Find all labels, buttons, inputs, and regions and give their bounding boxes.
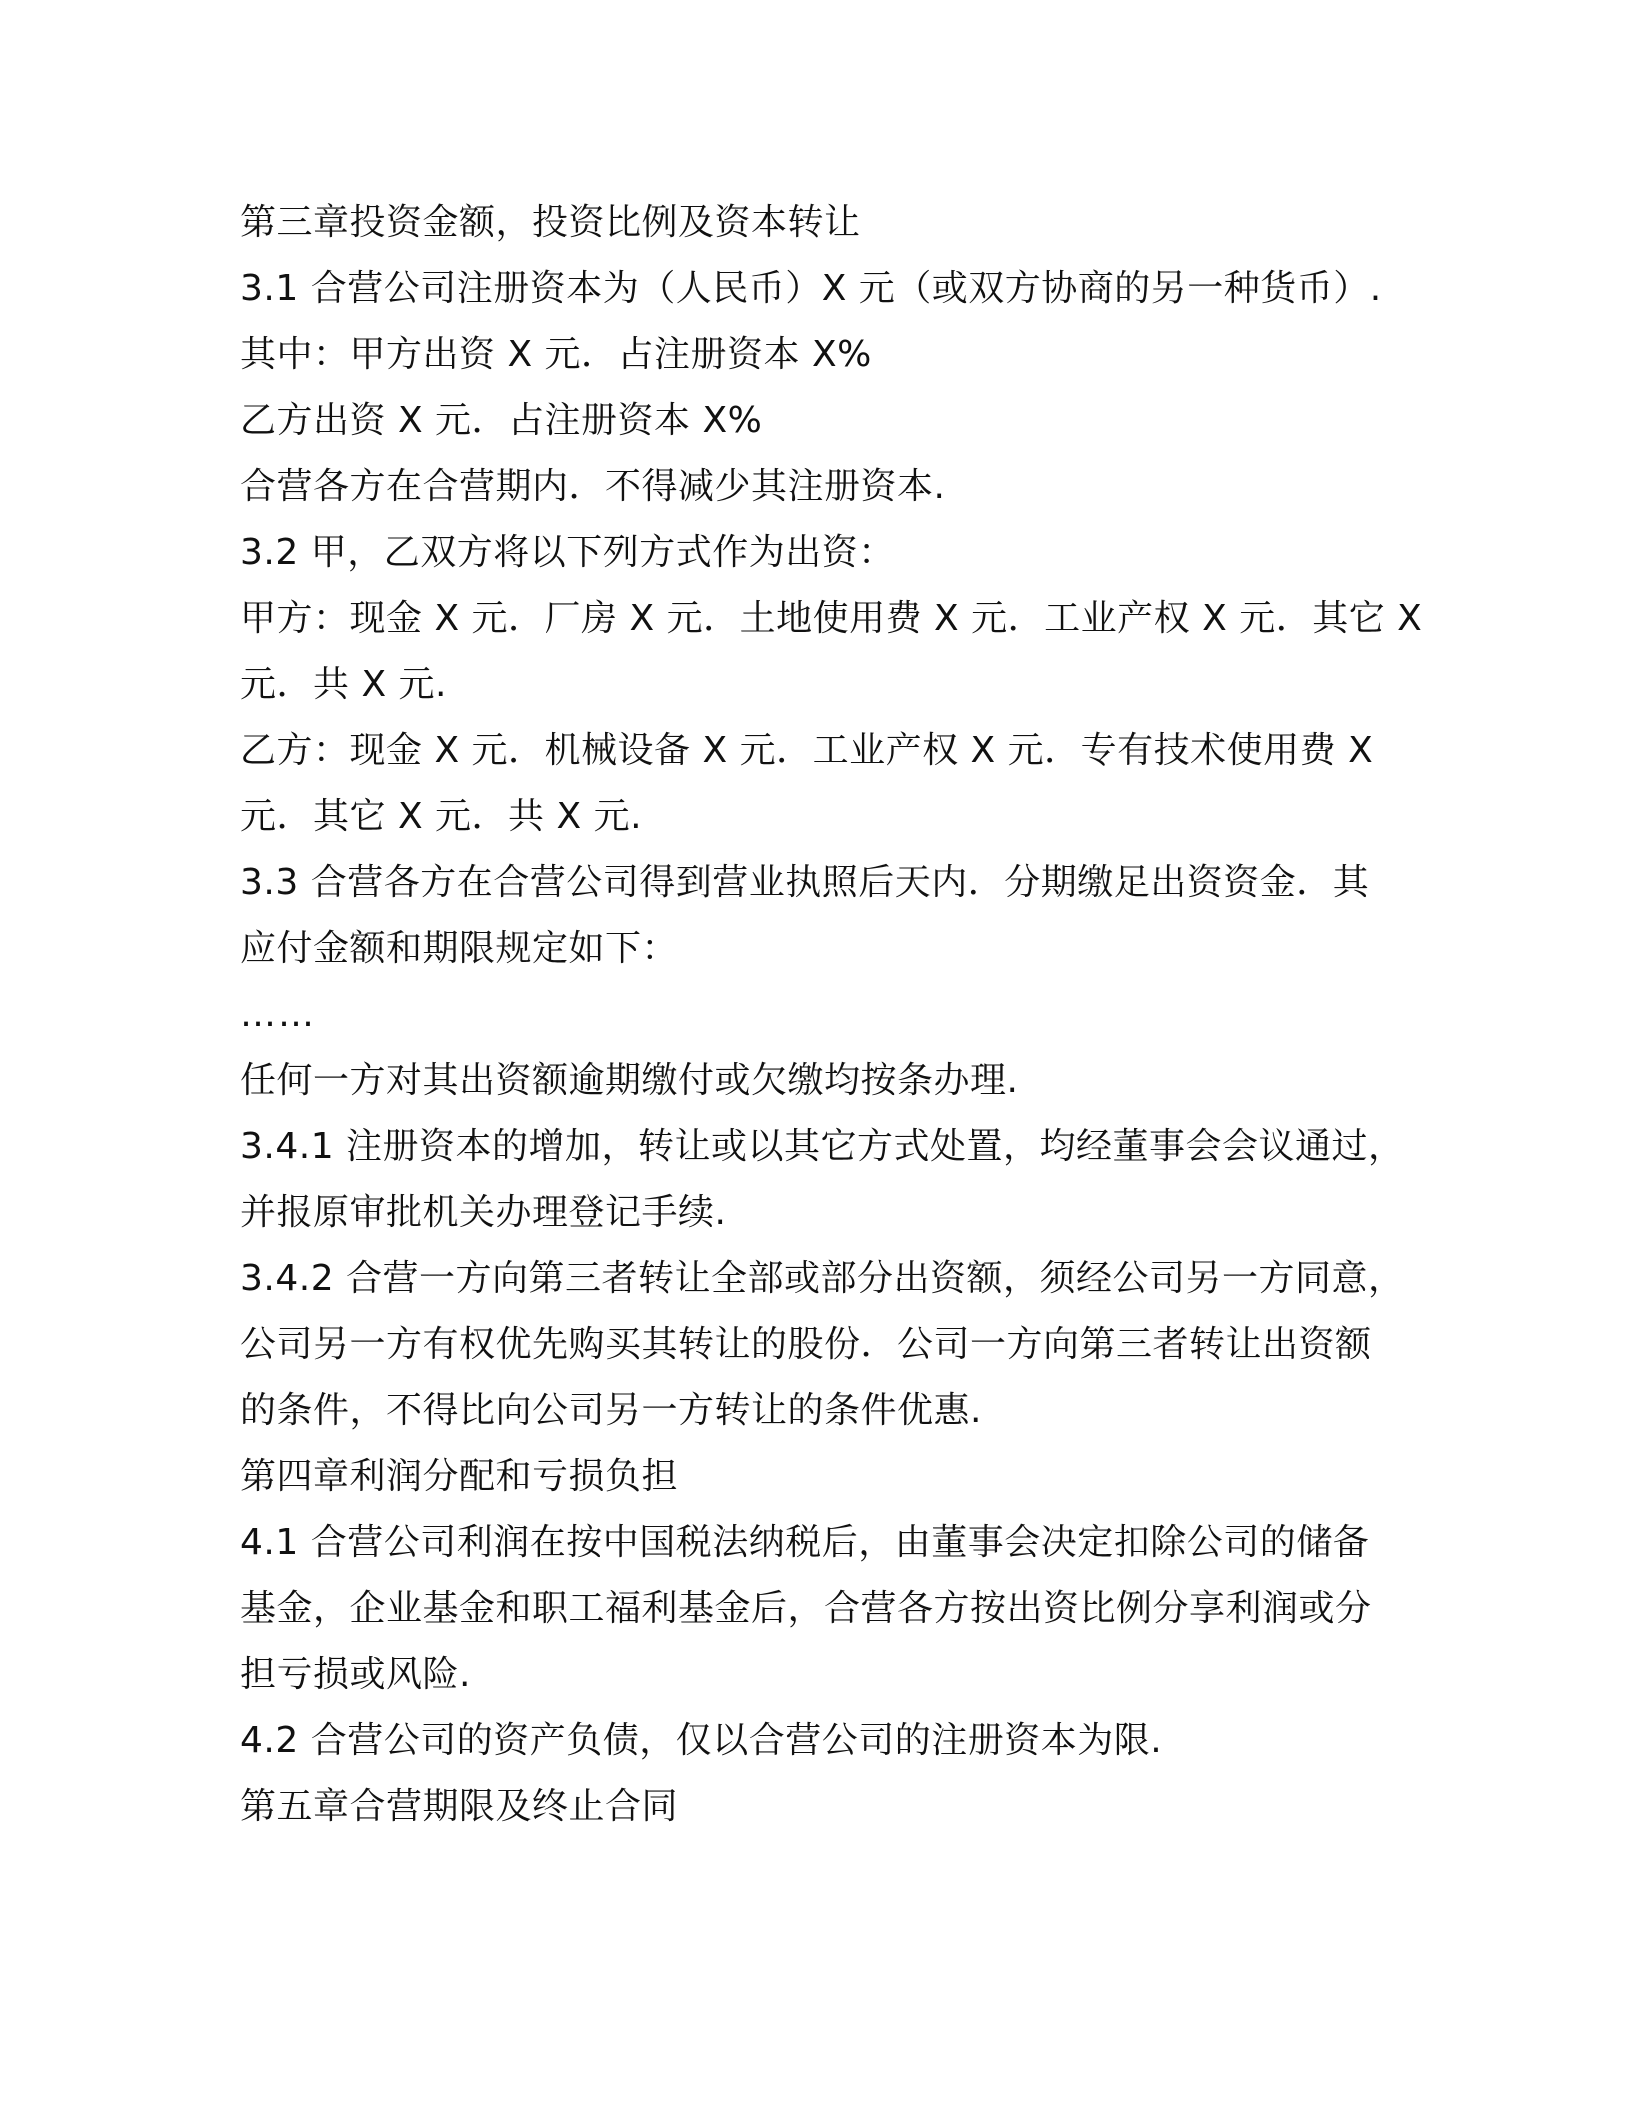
ellipsis: …… bbox=[240, 994, 316, 1035]
clause-3-4-2-line2: 公司另一方有权优先购买其转让的股份．公司一方向第三者转让出资额 bbox=[240, 1324, 1372, 1365]
clause-3-4-2-line3: 的条件，不得比向公司另一方转让的条件优惠. bbox=[240, 1390, 982, 1431]
clause-4-1-line3: 担亏损或风险. bbox=[240, 1654, 471, 1695]
clause-3-2-party-b-line1: 乙方：现金 X 元．机械设备 X 元．工业产权 X 元．专有技术使用费 X bbox=[240, 730, 1374, 771]
chapter-4-heading: 第四章利润分配和亏损负担 bbox=[240, 1456, 679, 1497]
clause-3-4-2-line1: 3.4.2 合营一方向第三者转让全部或部分出资额，须经公司另一方同意， bbox=[240, 1258, 1405, 1299]
clause-3-2-party-b-line2: 元．其它 X 元．共 X 元. bbox=[240, 796, 643, 837]
clause-3-4-1-line2: 并报原审批机关办理登记手续. bbox=[240, 1192, 727, 1233]
clause-3-1: 3.1 合营公司注册资本为（人民币）X 元（或双方协商的另一种货币）. bbox=[240, 268, 1382, 309]
clause-3-1-party-a: 其中：甲方出资 X 元．占注册资本 X% bbox=[240, 334, 872, 375]
clause-3-3-line1: 3.3 合营各方在合营公司得到营业执照后天内．分期缴足出资资金．其 bbox=[240, 862, 1370, 903]
clause-4-1-line2: 基金，企业基金和职工福利基金后，合营各方按出资比例分享利润或分 bbox=[240, 1588, 1372, 1629]
clause-3-2: 3.2 甲，乙双方将以下列方式作为出资： bbox=[240, 532, 895, 573]
clause-3-1-restriction: 合营各方在合营期内．不得减少其注册资本. bbox=[240, 466, 946, 507]
clause-3-4-1-line1: 3.4.1 注册资本的增加，转让或以其它方式处置，均经董事会会议通过， bbox=[240, 1126, 1405, 1167]
clause-3-3-default: 任何一方对其出资额逾期缴付或欠缴均按条办理. bbox=[240, 1060, 1019, 1101]
clause-3-1-party-b: 乙方出资 X 元．占注册资本 X% bbox=[240, 400, 763, 441]
clause-3-3-line2: 应付金额和期限规定如下： bbox=[240, 928, 679, 969]
document-body bbox=[240, 190, 1423, 1840]
clause-3-2-party-a-line1: 甲方：现金 X 元．厂房 X 元．土地使用费 X 元．工业产权 X 元．其它 X bbox=[240, 598, 1423, 639]
clause-3-2-party-a-line2: 元．共 X 元. bbox=[240, 664, 447, 705]
clause-4-1-line1: 4.1 合营公司利润在按中国税法纳税后，由董事会决定扣除公司的储备 bbox=[240, 1522, 1370, 1563]
chapter-3-heading: 第三章投资金额，投资比例及资本转让 bbox=[240, 202, 861, 243]
chapter-5-heading: 第五章合营期限及终止合同 bbox=[240, 1786, 679, 1827]
clause-4-2: 4.2 合营公司的资产负债，仅以合营公司的注册资本为限. bbox=[240, 1720, 1163, 1761]
